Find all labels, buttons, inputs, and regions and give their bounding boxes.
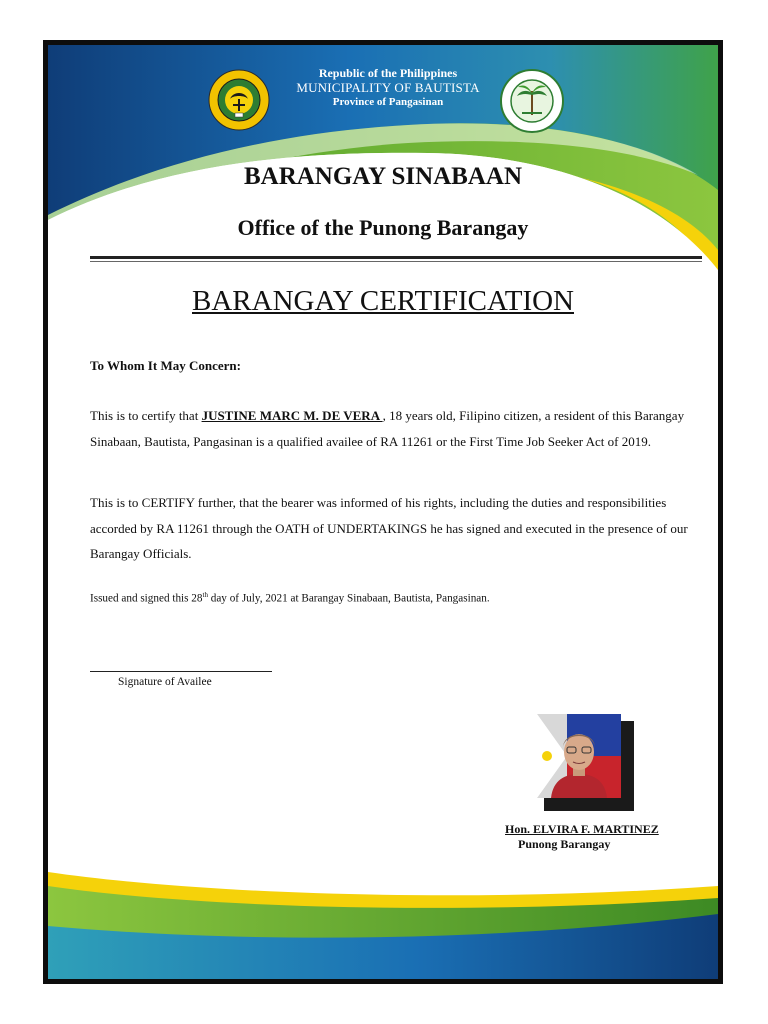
rights-paragraph: This is to CERTIFY further, that the bearer was informed of his rights, including the duties and responsibilities accorded by RA 11261 through the OATH of UNDERTAKINGS he has signed and executed in the presence of our Barangay Officials. bbox=[90, 495, 688, 561]
signature-line bbox=[90, 671, 272, 672]
p1-prefix: This is to certify that bbox=[90, 408, 202, 423]
official-name: Hon. ELVIRA F. MARTINEZ bbox=[505, 822, 659, 836]
certificate-frame bbox=[43, 40, 723, 984]
province-line: Province of Pangasinan bbox=[332, 96, 444, 108]
issued-suffix: day of July, 2021 at Barangay Sinabaan, Bautista, Pangasinan. bbox=[207, 592, 490, 605]
official-title: Punong Barangay bbox=[518, 837, 611, 851]
issued-line bbox=[90, 591, 490, 605]
availee-name: JUSTINE MARC M. DE VERA bbox=[201, 408, 383, 423]
p1-suffix: , 18 years old, Filipino citizen, a resident of this Barangay Sinabaan, Bautista, Pangasinan is a qualified availee of RA 11261 or the First Time Job Seeker Act of 2019. bbox=[90, 408, 685, 449]
letterhead bbox=[243, 66, 533, 109]
issued-prefix: Issued and signed this 28 bbox=[90, 592, 203, 605]
issued-ordinal: th bbox=[202, 591, 208, 599]
official-photo bbox=[537, 714, 627, 804]
header-divider bbox=[90, 256, 702, 259]
document-title: BARANGAY CERTIFICATION bbox=[192, 285, 574, 317]
signature-label: Signature of Availee bbox=[118, 676, 212, 688]
official-portrait-icon bbox=[537, 714, 621, 798]
municipality-line: MUNICIPALITY OF BAUTISTA bbox=[296, 80, 480, 95]
office-name: Office of the Punong Barangay bbox=[237, 215, 529, 240]
bottom-wave-banner bbox=[48, 864, 718, 979]
republic-line: Republic of the Philippines bbox=[318, 66, 458, 80]
header-divider-thin bbox=[90, 261, 702, 262]
certification-paragraph bbox=[90, 403, 690, 454]
barangay-name: BARANGAY SINABAAN bbox=[243, 163, 523, 190]
salutation: To Whom It May Concern: bbox=[90, 358, 241, 373]
